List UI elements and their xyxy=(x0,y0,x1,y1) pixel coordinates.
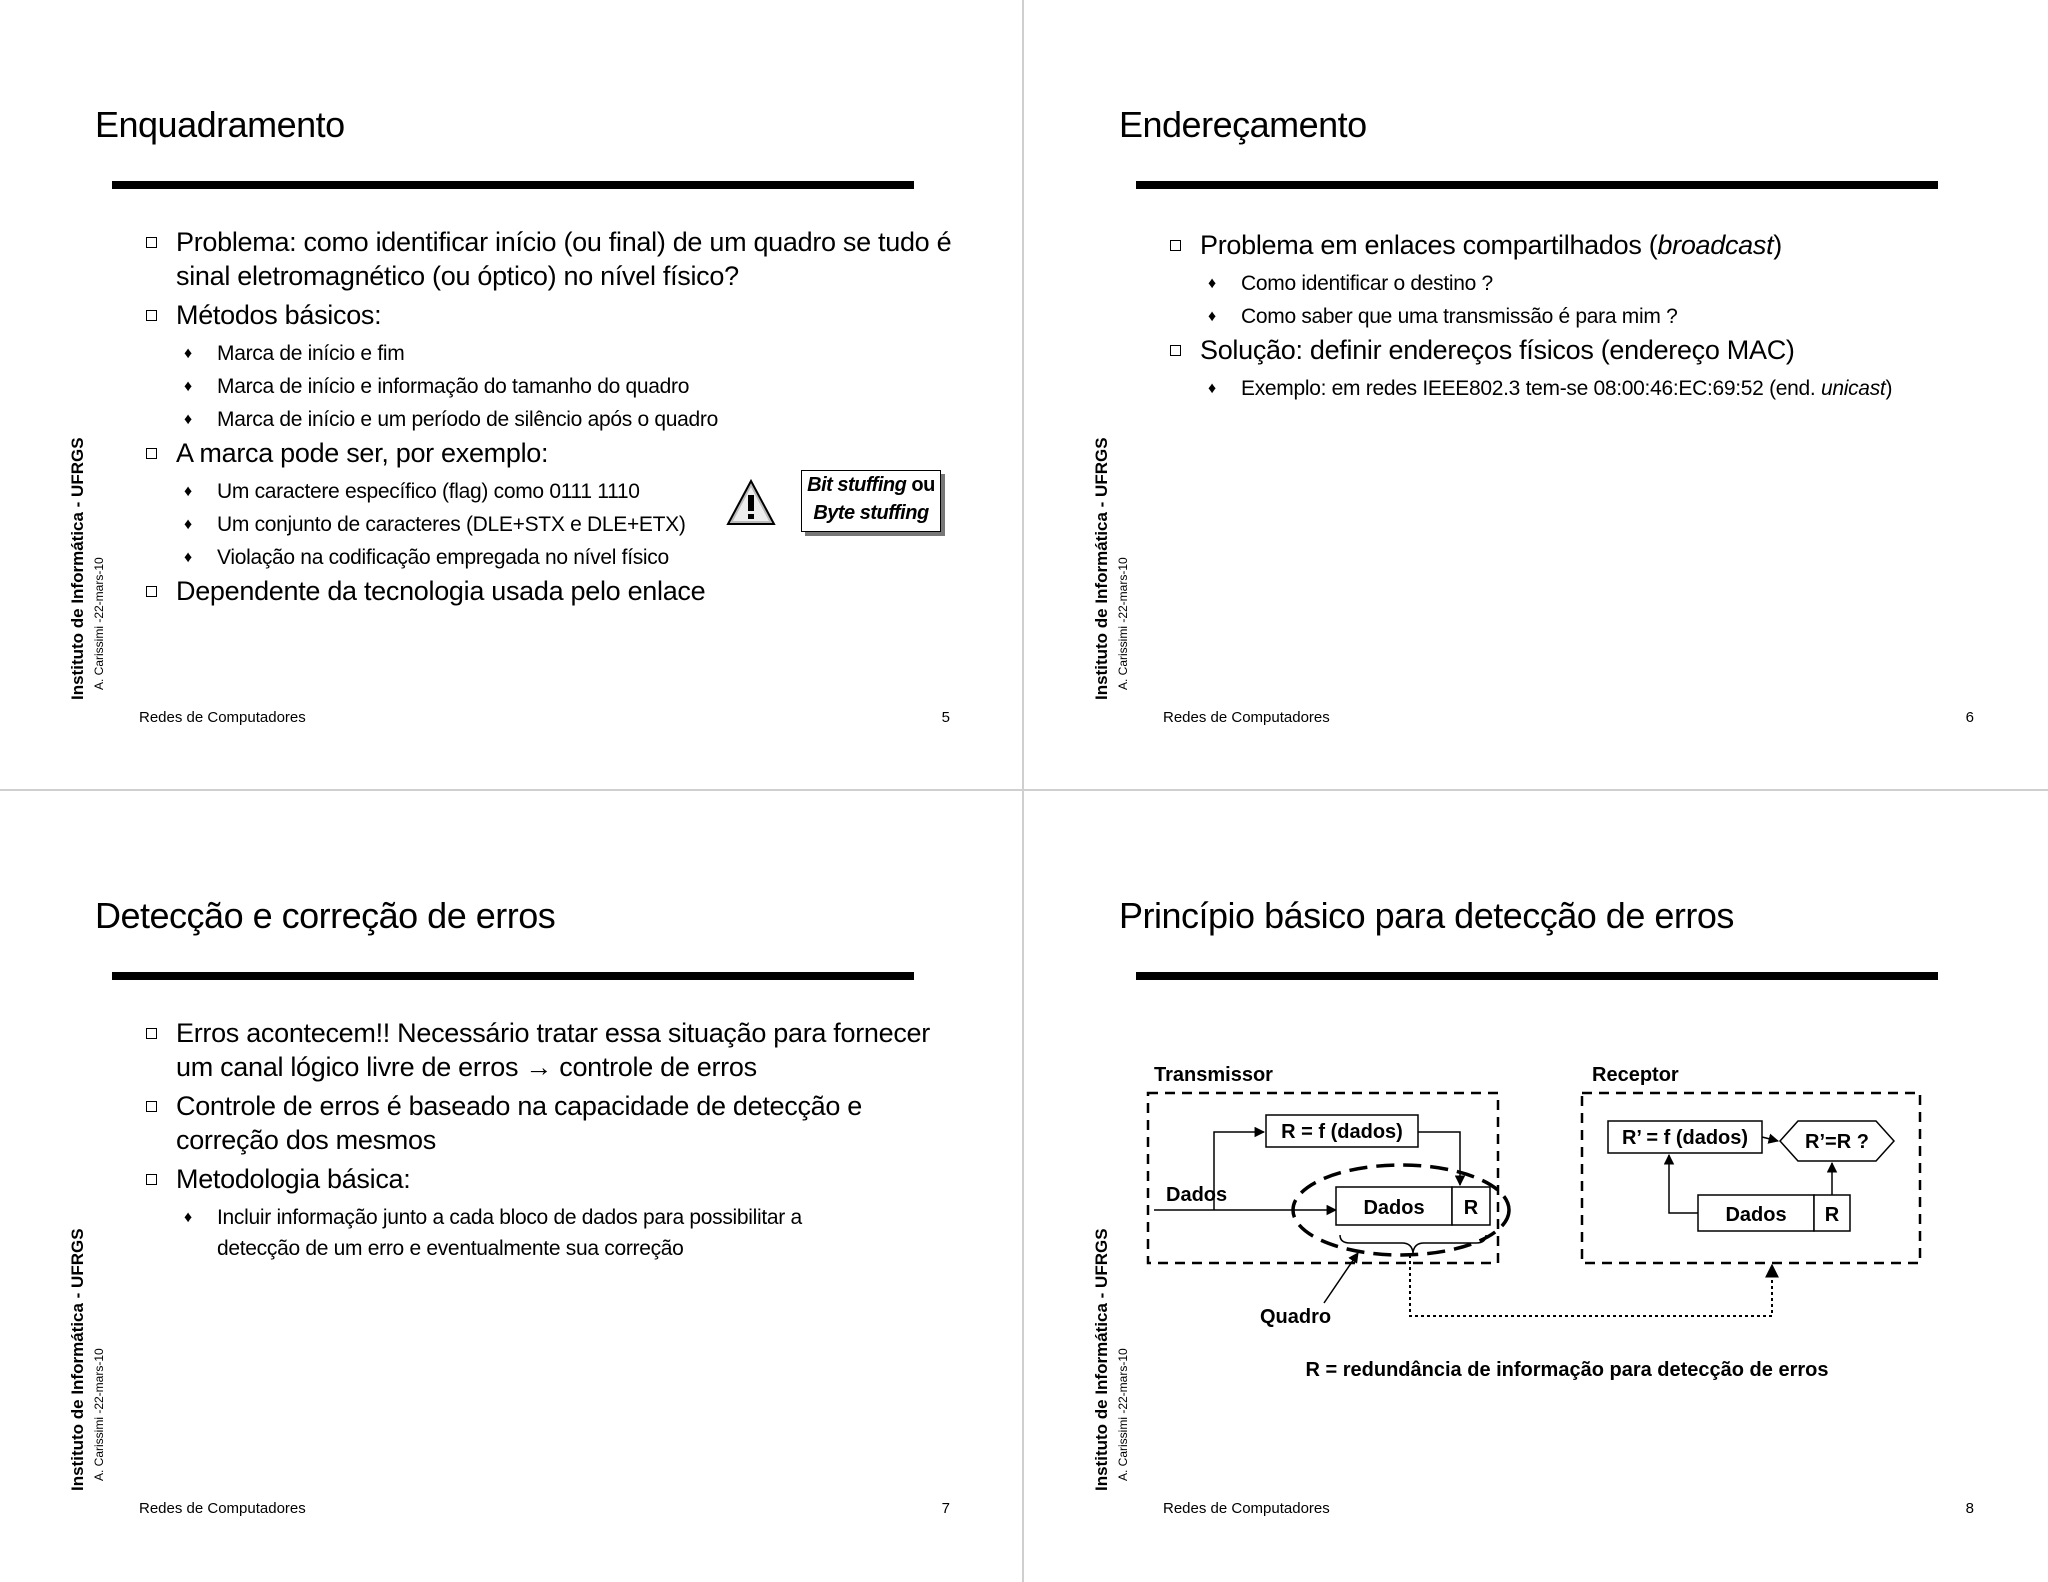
page-number: 8 xyxy=(1965,1500,1974,1517)
checkbox-bullet-icon xyxy=(146,448,157,459)
slide-body xyxy=(1164,228,1984,405)
title-rule xyxy=(112,972,914,980)
bullet: Controle de erros é baseado na capacidade de detecção e correção dos mesmos xyxy=(140,1089,960,1157)
title-rule xyxy=(1136,181,1938,189)
sub-bullet: ♦ Como saber que uma transmissão é para mim ? xyxy=(1164,300,1984,333)
sub-bullet: ♦ Um conjunto de caracteres (DLE+STX e DLE+ETX) xyxy=(140,508,960,541)
quadro-pointer-arrow xyxy=(1324,1253,1358,1303)
checkbox-bullet-icon xyxy=(146,1101,157,1112)
sub-bullet: ♦ Marca de início e informação do tamanho do quadro xyxy=(140,370,960,403)
rx-r-text: R xyxy=(1824,1204,1840,1226)
checkbox-bullet-icon xyxy=(146,237,157,248)
checkbox-bullet-icon xyxy=(146,310,157,321)
slide-title: Endereçamento xyxy=(1119,104,1367,145)
checkbox-bullet-icon xyxy=(146,1174,157,1185)
slide-body xyxy=(140,1016,960,1264)
diamond-bullet-icon: ♦ xyxy=(184,345,192,362)
diamond-bullet-icon: ♦ xyxy=(184,411,192,428)
quadro-label: Quadro xyxy=(1260,1306,1332,1328)
page-number: 5 xyxy=(941,709,950,726)
frame-dados-text: Dados xyxy=(1363,1197,1425,1219)
sub-bullet: ♦ Marca de início e fim xyxy=(140,337,960,370)
sidebar-credit: Instituto de Informática - UFRGS A. Carissimi -22-mars-10 xyxy=(68,437,106,700)
diamond-bullet-icon: ♦ xyxy=(184,483,192,500)
diamond-bullet-icon: ♦ xyxy=(1208,380,1216,397)
footer-course: Redes de Computadores xyxy=(1163,1500,1330,1517)
checkbox-bullet-icon xyxy=(1170,345,1181,356)
diamond-bullet-icon: ♦ xyxy=(184,1209,192,1226)
redundancy-caption: R = redundância de informação para detecção de erros xyxy=(1305,1359,1829,1381)
diamond-bullet-icon: ♦ xyxy=(1208,308,1216,325)
checkbox-bullet-icon xyxy=(146,586,157,597)
diamond-bullet-icon: ♦ xyxy=(184,516,192,533)
sidebar-credit: Instituto de Informática - UFRGS A. Carissimi -22-mars-10 xyxy=(1092,437,1130,700)
sidebar-credit: Instituto de Informática - UFRGS A. Carissimi -22-mars-10 xyxy=(1092,1228,1130,1491)
sub-bullet: ♦ Marca de início e um período de silêncio após o quadro xyxy=(140,403,960,436)
transmitter-label: Transmissor xyxy=(1154,1064,1273,1086)
error-detection-diagram xyxy=(1024,791,2048,1582)
checkbox-bullet-icon xyxy=(146,1028,157,1039)
sidebar-credit: Instituto de Informática - UFRGS A. Carissimi -22-mars-10 xyxy=(68,1228,106,1491)
slide-8 xyxy=(1024,791,2048,1582)
page-number: 6 xyxy=(1965,709,1974,726)
frame-r-text: R xyxy=(1463,1197,1479,1219)
sub-bullet: ♦ Exemplo: em redes IEEE802.3 tem-se 08:00:46:EC:69:52 (end. unicast) xyxy=(1164,372,1984,405)
bullet: Métodos básicos: xyxy=(140,298,960,332)
rx-data-to-function-arrow xyxy=(1669,1155,1698,1213)
bullet: A marca pode ser, por exemplo: xyxy=(140,436,960,470)
sub-bullet: ♦ Violação na codificação empregada no nível físico xyxy=(140,541,960,574)
bullet: Problema em enlaces compartilhados (broadcast) xyxy=(1164,228,1984,262)
slide-title: Princípio básico para detecção de erros xyxy=(1119,895,1734,936)
function-to-r-arrow xyxy=(1418,1132,1460,1185)
compare-label: R’=R ? xyxy=(1805,1131,1869,1153)
footer-course: Redes de Computadores xyxy=(139,1500,306,1517)
footer-course: Redes de Computadores xyxy=(139,709,306,726)
sub-bullet: ♦ Como identificar o destino ? xyxy=(1164,267,1984,300)
slide-7 xyxy=(0,791,1024,1582)
rx-dados-text: Dados xyxy=(1725,1204,1787,1226)
receiver-box xyxy=(1582,1093,1920,1263)
bullet: Erros acontecem!! Necessário tratar essa situação para fornecer um canal lógico livre de erros → controle de erros xyxy=(140,1016,960,1084)
sub-bullet: ♦ Incluir informação junto a cada bloco de dados para possibilitar a detecção de um erro e eventualmente sua correção xyxy=(140,1202,857,1264)
warning-icon xyxy=(726,478,776,528)
bullet: Dependente da tecnologia usada pelo enlace xyxy=(140,574,960,608)
receiver-label: Receptor xyxy=(1592,1064,1679,1086)
r-function-label: R = f (dados) xyxy=(1281,1121,1403,1143)
slide-title: Enquadramento xyxy=(95,104,345,145)
sub-bullet: ♦ Um caractere específico (flag) como 0111 1110 xyxy=(140,475,960,508)
dados-input-label: Dados xyxy=(1166,1184,1228,1206)
checkbox-bullet-icon xyxy=(1170,240,1181,251)
slide-6 xyxy=(1024,0,2048,791)
bullet: Problema: como identificar início (ou final) de um quadro se tudo é sinal eletromagnético (ou óptico) no nível físico? xyxy=(140,225,960,293)
bullet: Solução: definir endereços físicos (endereço MAC) xyxy=(1164,333,1984,367)
slide-5 xyxy=(0,0,1024,791)
footer-course: Redes de Computadores xyxy=(1163,709,1330,726)
r-prime-function-label: R’ = f (dados) xyxy=(1621,1127,1749,1149)
to-compare-arrow xyxy=(1762,1137,1778,1141)
diamond-bullet-icon: ♦ xyxy=(1208,275,1216,292)
slide-body xyxy=(140,225,960,613)
bullet: Metodologia básica: xyxy=(140,1162,960,1196)
stuffing-callout: Bit stuffing ou Byte stuffing xyxy=(801,470,941,532)
page-number: 7 xyxy=(941,1500,950,1517)
title-rule xyxy=(112,181,914,189)
diamond-bullet-icon: ♦ xyxy=(184,549,192,566)
slide-title: Detecção e correção de erros xyxy=(95,895,556,936)
diamond-bullet-icon: ♦ xyxy=(184,378,192,395)
